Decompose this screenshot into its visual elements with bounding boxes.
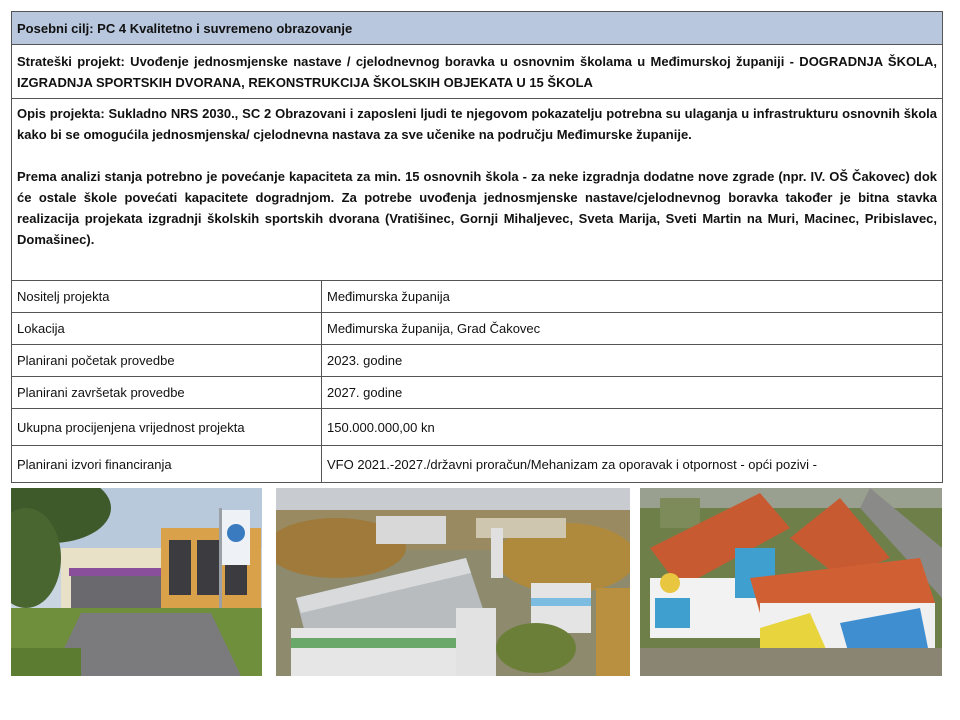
project-table — [11, 11, 943, 483]
school-entrance-photo — [11, 488, 262, 676]
row-label: Planirani završetak provedbe — [12, 377, 322, 409]
aerial-colorful-school-photo — [640, 488, 942, 676]
row-label: Planirani početak provedbe — [12, 345, 322, 377]
row-label: Planirani izvori financiranja — [12, 446, 322, 483]
table-row — [12, 281, 943, 313]
row-value: 2027. godine — [322, 377, 943, 409]
description-paragraph-1: Opis projekta: Sukladno NRS 2030., SC 2 Obrazovani i zaposleni ljudi te njegovom pokazatelju potrebna su ulaganja u infrastrukturu osnovnih škola kako bi se omogućila jednosmjenska/ cjelodnevna nastava za sve učenike na području Međimurske županije. — [17, 106, 938, 142]
row-value: 2023. godine — [322, 345, 943, 377]
table-row — [12, 446, 943, 483]
row-label: Lokacija — [12, 313, 322, 345]
row-value: Međimurska županija — [322, 281, 943, 313]
row-label: Ukupna procijenjena vrijednost projekta — [12, 409, 322, 446]
row-value: 150.000.000,00 kn — [322, 409, 943, 446]
description-cell — [12, 99, 943, 281]
strategic-project-row — [12, 45, 943, 99]
description-row — [12, 99, 943, 281]
row-value: Međimurska županija, Grad Čakovec — [322, 313, 943, 345]
table-row — [12, 313, 943, 345]
aerial-school-campus-photo — [276, 488, 630, 676]
goal-row — [12, 12, 943, 45]
table-row — [12, 345, 943, 377]
table-row — [12, 377, 943, 409]
description-paragraph-2: Prema analizi stanja potrebno je povećanje kapaciteta za min. 15 osnovnih škola - za neke izgradnja dodatne nove zgrade (npr. IV. OŠ Čakovec) dok će ostale škole povećati kapacitete dogradnjom. Za potrebe uvođenja jednosmjenske nastave/cjelodnevnog boravka također je bitna stavka realizacija projekata izgradnji školskih sportskih dvorana (Vratišinec, Gornji Mihaljevec, Sveta Marija, Sveti Martin na Muri, Macinec, Pribislavec, Domašinec). — [17, 169, 938, 247]
row-label: Nositelj projekta — [12, 281, 322, 313]
row-value: VFO 2021.-2027./državni proračun/Mehanizam za oporavak i otpornost - opći pozivi - — [322, 446, 943, 483]
goal-title: Posebni cilj: PC 4 Kvalitetno i suvremeno obrazovanje — [12, 12, 943, 45]
table-row — [12, 409, 943, 446]
strategic-project-title: Strateški projekt: Uvođenje jednosmjenske nastave / cjelodnevnog boravka u osnovnim školama u Međimurskoj županiji - DOGRADNJA ŠKOLA, IZGRADNJA SPORTSKIH DVORANA, REKONSTRUKCIJA ŠKOLSKIH OBJEKATA U 15 ŠKOLA — [12, 45, 943, 99]
